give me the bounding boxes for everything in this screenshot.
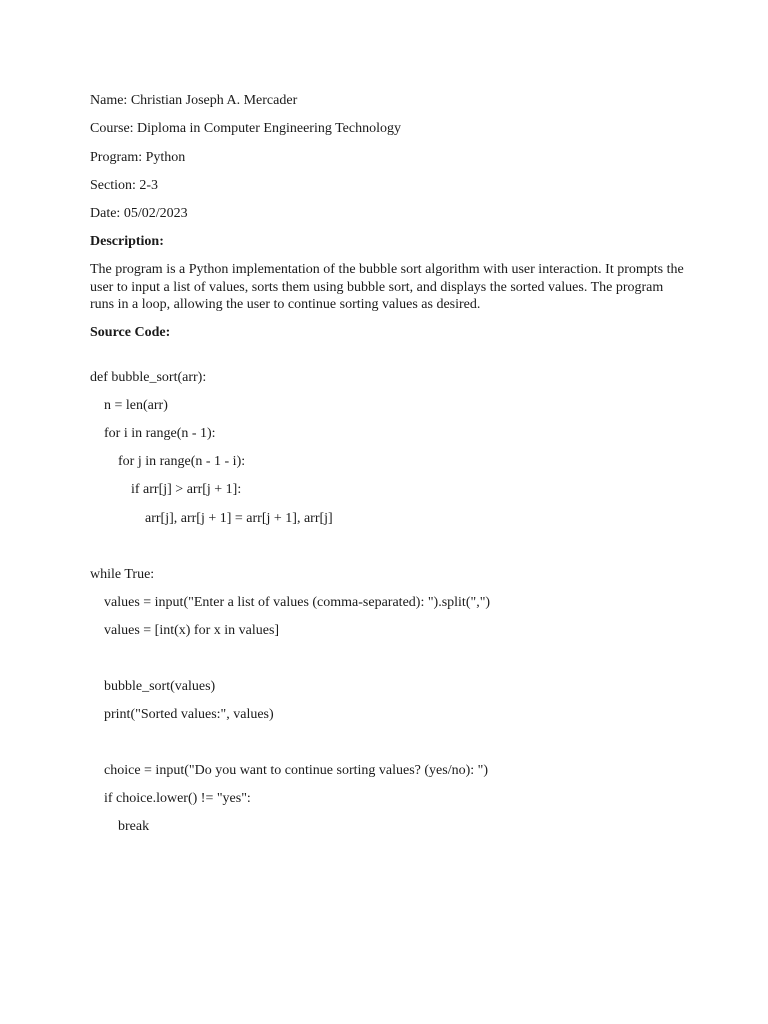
code-line: while True: (90, 567, 155, 582)
description-line: runs in a loop, allowing the user to continue sorting values as desired. (90, 297, 481, 312)
description-heading: Description: (90, 234, 164, 249)
code-line: bubble_sort(values) (104, 679, 216, 694)
code-line: for i in range(n - 1): (104, 426, 216, 441)
course-line: Course: Diploma in Computer Engineering Technology (90, 121, 401, 136)
code-line: values = input("Enter a list of values (comma-separated): ").split(",") (104, 595, 491, 610)
student-name: Name: Christian Joseph A. Mercader (90, 93, 298, 108)
description-line: user to input a list of values, sorts them using bubble sort, and displays the sorted values. The program (90, 279, 664, 295)
description-line: The program is a Python implementation of the bubble sort algorithm with user interaction. It prompts the (90, 262, 684, 277)
code-line: print("Sorted values:", values) (104, 707, 274, 722)
date-line: Date: 05/02/2023 (90, 206, 188, 221)
code-line: arr[j], arr[j + 1] = arr[j + 1], arr[j] (145, 511, 333, 526)
code-line: choice = input("Do you want to continue sorting values? (yes/no): ") (104, 763, 489, 778)
code-line: def bubble_sort(arr): (90, 370, 207, 385)
section-line: Section: 2-3 (90, 178, 159, 193)
code-line: for j in range(n - 1 - i): (118, 454, 246, 469)
code-line: if arr[j] > arr[j + 1]: (131, 482, 242, 497)
description-paragraph (90, 261, 690, 314)
code-line: n = len(arr) (104, 398, 168, 413)
code-line: values = [int(x) for x in values] (104, 623, 280, 638)
code-line: break (118, 819, 150, 834)
code-line: if choice.lower() != "yes": (104, 791, 251, 806)
source-code-heading: Source Code: (90, 325, 171, 340)
program-line: Program: Python (90, 150, 186, 165)
